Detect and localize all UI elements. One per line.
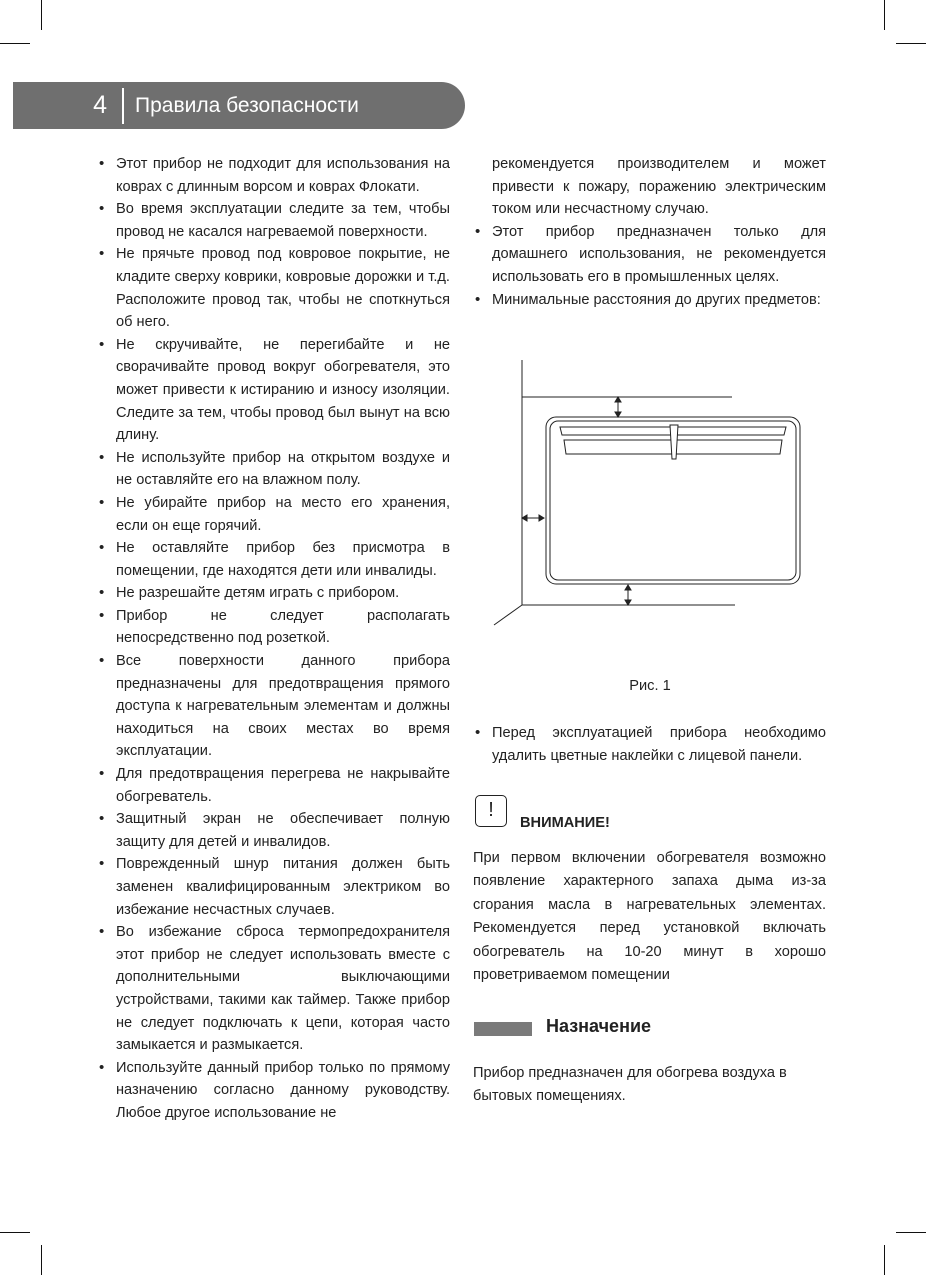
safety-list-right bbox=[473, 221, 826, 311]
warning-text: При первом включении обогревателя возможно появление характерного запаха дыма из-за сгорания масла в нагревательных элементах. Рекомендуется перед установкой включать обогреватель на 10-20 минут в хорошо проветриваемом помещении bbox=[473, 850, 826, 984]
page-number: 4 bbox=[93, 91, 107, 119]
page-title: Правила безопасности bbox=[135, 94, 359, 117]
continued-text: рекомендуется производителем и может привести к пожару, поражению электрическим током или несчастному случаю. bbox=[492, 156, 826, 218]
list-item: • Во время эксплуатации следите за тем, чтобы провод не касался нагреваемой поверхности. bbox=[97, 198, 450, 243]
page-header bbox=[13, 82, 465, 129]
list-item: • Используйте данный прибор только по прямому назначению согласно данному руководству. Любое другое использование не bbox=[97, 1057, 450, 1125]
list-item: • Не прячьте провод под ковровое покрытие, не кладите сверху коврики, ковровые дорожки и т.д. Расположите провод так, чтобы не споткнуться об него. bbox=[97, 243, 450, 333]
header-divider bbox=[122, 88, 124, 124]
section-title: Назначение bbox=[546, 1016, 652, 1036]
warning-icon: ! bbox=[475, 795, 507, 827]
warning-title: ВНИМАНИЕ! bbox=[520, 815, 610, 831]
list-item: • Защитный экран не обеспечивает полную защиту для детей и инвалидов. bbox=[97, 808, 450, 853]
crop-mark bbox=[896, 43, 926, 44]
list-item: • Для предотвращения перегрева не накрывайте обогреватель. bbox=[97, 763, 450, 808]
list-item: • Минимальные расстояния до других предметов: bbox=[473, 289, 826, 312]
heater-icon bbox=[546, 417, 800, 584]
list-item: • Перед эксплуатацией прибора необходимо удалить цветные наклейки с лицевой панели. bbox=[473, 722, 826, 767]
section-text: Прибор предназначен для обогрева воздуха в бытовых помещениях. bbox=[473, 1065, 787, 1105]
clearance-diagram bbox=[480, 355, 840, 635]
side-clearance-arrow-icon bbox=[522, 515, 544, 521]
list-item: • Поврежденный шнур питания должен быть заменен квалифицированным электриком во избежание несчастных случаев. bbox=[97, 853, 450, 921]
wall-lines bbox=[494, 360, 735, 625]
list-item: • Этот прибор не подходит для использования на коврах с длинным ворсом и коврах Флокати. bbox=[97, 153, 450, 198]
safety-list-left bbox=[97, 153, 450, 1125]
top-clearance-arrow-icon bbox=[615, 397, 621, 417]
left-column bbox=[97, 153, 450, 1125]
note-block bbox=[473, 722, 826, 767]
figure-caption: Рис. 1 bbox=[629, 678, 671, 694]
crop-mark bbox=[896, 1232, 926, 1233]
crop-mark bbox=[41, 1245, 42, 1275]
right-column bbox=[473, 153, 826, 311]
note-list bbox=[473, 722, 826, 767]
list-item: • Не оставляйте прибор без присмотра в помещении, где находятся дети или инвалиды. bbox=[97, 537, 450, 582]
list-item: • Прибор не следует располагать непосредственно под розеткой. bbox=[97, 605, 450, 650]
list-item: • Во избежание сброса термопредохранителя этот прибор не следует использовать вместе с дополнительными выключающими устройствами, такими как таймер. Также прибор не следует подключать к цепи, которая часто замыкается и размыкается. bbox=[97, 921, 450, 1057]
list-item: • Этот прибор предназначен только для домашнего использования, не рекомендуется использовать его в промышленных целях. bbox=[473, 221, 826, 289]
crop-mark bbox=[884, 1245, 885, 1275]
list-item: • Все поверхности данного прибора предназначены для предотвращения прямого доступа к нагревательным элементам и должны находиться на своих местах во время эксплуатации. bbox=[97, 650, 450, 763]
section-marker bbox=[474, 1022, 532, 1036]
crop-mark bbox=[41, 0, 42, 30]
list-item: • Не разрешайте детям играть с прибором. bbox=[97, 582, 450, 605]
bottom-clearance-arrow-icon bbox=[625, 585, 631, 605]
list-item: • Не скручивайте, не перегибайте и не сворачивайте провод вокруг обогревателя, это может привести к истиранию и износу изоляции. Следите за тем, чтобы провод был вынут на всю длину. bbox=[97, 334, 450, 447]
list-item: • Не убирайте прибор на место его хранения, если он еще горячий. bbox=[97, 492, 450, 537]
crop-mark bbox=[0, 43, 30, 44]
crop-mark bbox=[884, 0, 885, 30]
list-item: • Не используйте прибор на открытом воздухе и не оставляйте его на влажном полу. bbox=[97, 447, 450, 492]
crop-mark bbox=[0, 1232, 30, 1233]
